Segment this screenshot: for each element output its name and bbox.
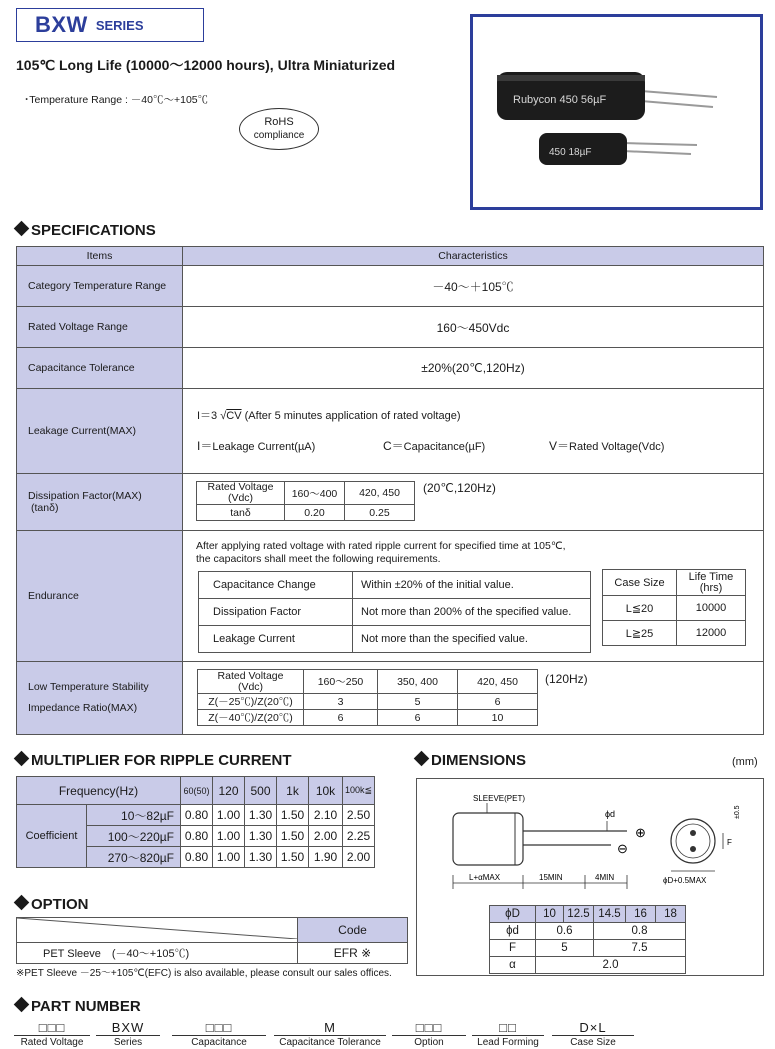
pn-label: Capacitance Tolerance	[279, 1037, 381, 1048]
pn-code: □□□	[392, 1020, 466, 1036]
hdr-voltage-text: Rated Voltage	[217, 669, 284, 682]
dim-d-label: ϕd	[490, 923, 536, 940]
diamond-icon	[14, 221, 30, 237]
formula-i: I＝3	[197, 410, 218, 422]
part-number-segment	[14, 1020, 90, 1048]
endurance-table	[198, 571, 591, 653]
part-number-segment	[96, 1020, 160, 1048]
ripple-range: 270～820µF	[87, 847, 181, 868]
case-diameter-label: ϕD+0.5MAX	[663, 876, 707, 885]
part-number-heading	[16, 998, 141, 1015]
part-number-segment	[172, 1020, 266, 1048]
rohs-badge	[239, 108, 319, 150]
ripple-table	[16, 776, 375, 868]
life-row	[603, 621, 746, 646]
spec-label: Capacitance Tolerance	[17, 348, 183, 388]
pn-label: Case Size	[570, 1037, 616, 1048]
spec-row-dissipation	[17, 474, 763, 531]
dissipation-hdr-voltage	[197, 482, 285, 505]
sleeve-label: SLEEVE(PET)	[473, 794, 526, 803]
low-temp-content	[183, 662, 763, 734]
option-table	[16, 917, 408, 964]
capacitor-illustration	[473, 17, 760, 207]
sqrt-icon: √	[220, 410, 227, 422]
freq-header: 10k	[309, 777, 343, 805]
life-value: 12000	[677, 621, 746, 646]
endurance-desc-line2: the capacitors shall meet the following requirements.	[196, 553, 441, 565]
dissipation-label-line2: (tanδ)	[31, 502, 59, 514]
dim-hdr-value: 14.5	[594, 906, 626, 923]
diamond-icon	[14, 895, 30, 911]
part-number-title: PART NUMBER	[31, 998, 141, 1015]
product-photo	[470, 14, 763, 210]
rohs-sub: compliance	[253, 130, 305, 141]
leakage-formula	[197, 407, 460, 423]
spec-row-endurance	[17, 531, 763, 662]
pn-code: M	[274, 1020, 386, 1036]
col-characteristics: Characteristics	[183, 247, 763, 265]
spec-row-rated-voltage	[17, 307, 763, 348]
formula-cv: CV	[226, 410, 242, 422]
freq-label: Frequency(Hz)	[17, 777, 181, 805]
part-number-segment	[392, 1020, 466, 1048]
dissipation-val1: 0.20	[285, 505, 345, 521]
dim-a-value: 2.0	[536, 957, 686, 974]
dim-f-value: 5	[536, 940, 594, 957]
dim-d-value: 0.6	[536, 923, 594, 940]
endurance-row	[199, 572, 591, 599]
spec-row-category-temp	[17, 266, 763, 307]
low-temp-col: 160～250	[304, 670, 378, 694]
ripple-value: 1.00	[213, 847, 245, 868]
low-temp-row-label: Z(－40℃)/Z(20℃)	[198, 710, 304, 726]
spec-label: Endurance	[17, 531, 183, 661]
low-temp-col: 420, 450	[458, 670, 538, 694]
diamond-icon	[414, 751, 430, 767]
case-size-header: Case Size	[603, 570, 677, 596]
pn-code: □□	[472, 1020, 544, 1036]
def-i-text: Leakage Current(µA)	[212, 441, 316, 453]
temperature-range: ･Temperature Range : －40℃～+105℃	[24, 94, 209, 106]
dim-hdr-value: 10	[536, 906, 564, 923]
capacitor-body-outline	[453, 813, 523, 865]
specifications-heading	[16, 222, 156, 239]
ripple-value: 1.90	[309, 847, 343, 868]
series-code: BXW	[35, 12, 88, 37]
spec-label: Leakage Current(MAX)	[17, 389, 183, 473]
dissipation-label-line1: Dissipation Factor(MAX)	[28, 490, 142, 502]
diagonal-line	[17, 918, 297, 939]
headline: 105℃ Long Life (10000～12000 hours), Ultra Miniaturized	[16, 57, 396, 73]
dissipation-table	[196, 481, 415, 521]
min4-label: 4MIN	[595, 873, 615, 882]
life-time-table	[602, 569, 746, 646]
freq-header: 100k≦	[343, 777, 375, 805]
option-code-header: Code	[298, 918, 408, 943]
pn-label: Rated Voltage	[20, 1037, 84, 1048]
pn-code: □□□	[14, 1020, 90, 1036]
dissipation-col2: 420, 450	[345, 482, 415, 505]
large-capacitor-marking: Rubycon 450 56µF	[513, 94, 607, 106]
series-title-box	[16, 8, 204, 42]
dim-f-label: F	[490, 940, 536, 957]
rohs-title: RoHS	[264, 116, 294, 128]
endurance-item-name: Leakage Current	[199, 626, 353, 653]
low-temp-label-line2: Impedance Ratio(MAX)	[28, 702, 138, 714]
pn-code: BXW	[96, 1020, 160, 1036]
ripple-value: 1.00	[213, 805, 245, 826]
spec-value: 160～450Vdc	[436, 320, 510, 335]
part-number-segment	[552, 1020, 634, 1048]
freq-header: 1k	[277, 777, 309, 805]
option-code: EFR ※	[298, 943, 408, 964]
pitch-tolerance-label: ±0.5	[734, 805, 741, 819]
dissipation-note: (20℃,120Hz)	[423, 481, 496, 495]
def-v-symbol: V＝	[549, 439, 570, 453]
ripple-title: MULTIPLIER FOR RIPPLE CURRENT	[31, 752, 292, 769]
col-items: Items	[17, 247, 183, 265]
def-i-symbol: I＝	[197, 439, 213, 453]
ripple-value: 2.25	[343, 826, 375, 847]
dissipation-content	[183, 474, 763, 530]
low-temp-col: 350, 400	[378, 670, 458, 694]
low-temp-value: 6	[304, 710, 378, 726]
diamond-icon	[14, 997, 30, 1013]
freq-header: 60(50)	[181, 777, 213, 805]
part-number-segment	[274, 1020, 386, 1048]
dim-hdr-value: 12.5	[564, 906, 594, 923]
specifications-title: SPECIFICATIONS	[31, 222, 156, 239]
spec-value: －40～＋105℃	[432, 279, 514, 294]
low-temp-value: 10	[458, 710, 538, 726]
spec-header-row	[17, 247, 763, 266]
dissipation-label	[17, 474, 183, 530]
option-note: ※PET Sleeve －25～+105℃(EFC) is also available, please consult our sales offices.	[16, 968, 392, 979]
ripple-value: 0.80	[181, 847, 213, 868]
def-c-symbol: C＝	[383, 439, 404, 453]
diamond-icon	[14, 751, 30, 767]
spec-label: Category Temperature Range	[17, 266, 183, 306]
ripple-row	[17, 805, 375, 826]
endurance-row	[199, 626, 591, 653]
ripple-heading	[16, 752, 292, 769]
endurance-item-name: Capacitance Change	[199, 572, 353, 599]
life-row	[603, 596, 746, 621]
dim-d-value: 0.8	[594, 923, 686, 940]
low-temp-value: 5	[378, 694, 458, 710]
option-title: OPTION	[31, 896, 89, 913]
hdr-voltage-text: Rated Voltage	[207, 481, 274, 493]
ripple-value: 1.50	[277, 847, 309, 868]
low-temp-hdr-voltage	[198, 670, 304, 694]
spec-label: Rated Voltage Range	[17, 307, 183, 347]
low-temp-row	[198, 710, 538, 726]
freq-header: 500	[245, 777, 277, 805]
low-temp-value: 6	[378, 710, 458, 726]
ripple-value: 1.30	[245, 826, 277, 847]
dim-f-value: 7.5	[594, 940, 686, 957]
life-case: L≦20	[603, 596, 677, 621]
ripple-value: 0.80	[181, 826, 213, 847]
option-heading	[16, 896, 89, 913]
dimensions-unit: (mm)	[732, 756, 758, 768]
endurance-item-value: Not more than the specified value.	[353, 626, 591, 653]
ripple-value: 2.10	[309, 805, 343, 826]
option-item: PET Sleeve (－40～+105℃)	[17, 943, 298, 964]
l-alpha-label: L+αMAX	[469, 873, 501, 882]
dissipation-col1: 160～400	[285, 482, 345, 505]
dimensions-table	[489, 905, 686, 974]
spec-row-cap-tolerance	[17, 348, 763, 389]
dim-hdr-label: ϕD	[490, 906, 536, 923]
pn-label: Lead Forming	[477, 1037, 539, 1048]
lead-diameter-label: ϕd	[605, 809, 616, 819]
ripple-value: 1.00	[213, 826, 245, 847]
dimensions-heading	[416, 752, 526, 769]
end-view-outline	[671, 819, 715, 863]
series-suffix: SERIES	[95, 17, 144, 33]
dim-hdr-value: 16	[626, 906, 656, 923]
pn-code: □□□	[172, 1020, 266, 1036]
dim-row-d	[490, 923, 686, 940]
minus-icon: ⊖	[617, 841, 628, 856]
ripple-range: 100～220µF	[87, 826, 181, 847]
pitch-label: F	[727, 838, 732, 847]
spec-value: ±20%(20℃,120Hz)	[421, 361, 525, 375]
low-temp-note: (120Hz)	[545, 672, 588, 686]
dim-row-phiD	[490, 906, 686, 923]
life-hdr-text: Life Time	[688, 570, 734, 583]
def-v-text: Rated Voltage(Vdc)	[569, 441, 665, 453]
dim-hdr-value: 18	[656, 906, 686, 923]
leakage-def-v	[549, 437, 664, 454]
ripple-value: 0.80	[181, 805, 213, 826]
dim-row-f	[490, 940, 686, 957]
ripple-value: 1.30	[245, 805, 277, 826]
pn-code: D×L	[552, 1020, 634, 1036]
leakage-def-c	[383, 437, 485, 454]
pn-label: Series	[113, 1037, 143, 1048]
coefficient-label: Coefficient	[17, 805, 87, 868]
life-time-header	[677, 570, 746, 596]
low-temp-value: 3	[304, 694, 378, 710]
endurance-item-value: Not more than 200% of the specified value.	[353, 599, 591, 626]
pn-label: Capacitance	[191, 1037, 247, 1048]
low-temp-label	[17, 662, 183, 734]
low-temp-row-label: Z(－25℃)/Z(20℃)	[198, 694, 304, 710]
ripple-freq-row	[17, 777, 375, 805]
low-temp-row	[198, 694, 538, 710]
endurance-content	[183, 531, 763, 661]
ripple-value: 1.30	[245, 847, 277, 868]
dissipation-val2: 0.25	[345, 505, 415, 521]
life-case: L≧25	[603, 621, 677, 646]
plus-icon: ⊕	[635, 825, 646, 840]
option-diagonal-cell	[17, 918, 298, 943]
part-number-segment	[472, 1020, 544, 1048]
min15-label: 15MIN	[539, 873, 563, 882]
def-c-text: Capacitance(µF)	[403, 441, 486, 453]
hdr-vdc-text: (Vdc)	[237, 680, 264, 693]
endurance-desc-line1: After applying rated voltage with rated ripple current for specified time at 105℃,	[196, 540, 566, 552]
low-temp-table	[197, 669, 538, 726]
endurance-description	[196, 540, 566, 566]
ripple-value: 1.50	[277, 805, 309, 826]
ripple-value: 2.50	[343, 805, 375, 826]
spec-row-leakage	[17, 389, 763, 474]
small-capacitor-marking: 450 18µF	[549, 147, 592, 158]
ripple-value: 2.00	[309, 826, 343, 847]
endurance-item-value: Within ±20% of the initial value.	[353, 572, 591, 599]
formula-note: (After 5 minutes application of rated voltage)	[244, 410, 461, 422]
endurance-item-name: Dissipation Factor	[199, 599, 353, 626]
freq-header: 120	[213, 777, 245, 805]
specifications-table	[16, 246, 764, 735]
dim-row-alpha	[490, 957, 686, 974]
spec-row-low-temp	[17, 662, 763, 734]
endurance-row	[199, 599, 591, 626]
dissipation-row-label: tanδ	[197, 505, 285, 521]
ripple-value: 2.00	[343, 847, 375, 868]
dimensions-title: DIMENSIONS	[431, 752, 527, 769]
dim-a-label: α	[490, 957, 536, 974]
ripple-value: 1.50	[277, 826, 309, 847]
life-value: 10000	[677, 596, 746, 621]
leakage-def-i	[197, 437, 315, 454]
ripple-range: 10～82µF	[87, 805, 181, 826]
low-temp-value: 6	[458, 694, 538, 710]
low-temp-label-line1: Low Temperature Stability	[28, 681, 149, 693]
life-hdr-unit: (hrs)	[699, 581, 723, 594]
pn-label: Option	[414, 1037, 444, 1048]
hdr-vdc-text: (Vdc)	[227, 492, 254, 504]
leakage-content	[183, 389, 763, 473]
